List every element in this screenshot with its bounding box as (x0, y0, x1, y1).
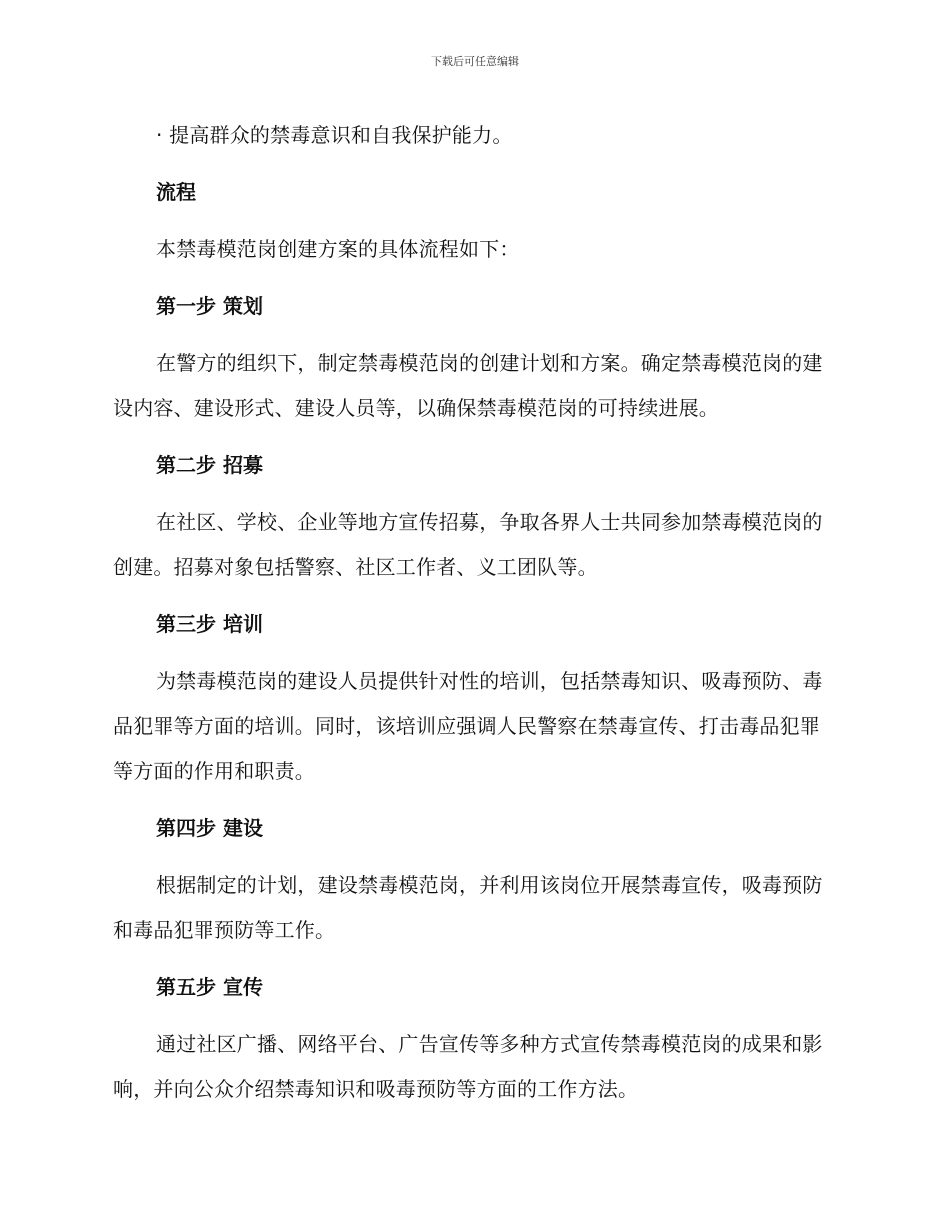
step-3-text: 为禁毒模范岗的建设人员提供针对性的培训，包括禁毒知识、吸毒预防、毒品犯罪等方面的培训。同时，该培训应强调人民警察在禁毒宣传、打击毒品犯罪等方面的作用和职责。 (113, 669, 823, 783)
step-5-text: 通过社区广播、网络平台、广告宣传等多种方式宣传禁毒模范岗的成果和影响，并向公众介绍禁毒知识和吸毒预防等方面的工作方法。 (113, 1032, 823, 1101)
step-1-text: 在警方的组织下，制定禁毒模范岗的创建计划和方案。确定禁毒模范岗的建设内容、建设形式、建设人员等，以确保禁毒模范岗的可持续进展。 (113, 351, 823, 420)
bullet-line: · 提高群众的禁毒意识和自我保护能力。 (156, 123, 513, 147)
step-4-text: 根据制定的计划，建设禁毒模范岗，并利用该岗位开展禁毒宣传，吸毒预防和毒品犯罪预防等工作。 (113, 873, 823, 942)
step-3-title: 第三步 培训 (156, 612, 263, 636)
intro-paragraph: 本禁毒模范岗创建方案的具体流程如下： (156, 237, 520, 261)
step-5-title: 第五步 宣传 (156, 975, 263, 999)
section-title: 流程 (156, 180, 196, 204)
step-2-text: 在社区、学校、企业等地方宣传招募，争取各界人士共同参加禁毒模范岗的创建。招募对象包括警察、社区工作者、义工团队等。 (113, 510, 823, 579)
step-2-title: 第二步 招募 (156, 453, 263, 477)
document-body (113, 113, 838, 1112)
step-1-title: 第一步 策划 (156, 294, 263, 318)
header-note: 下载后可任意编辑 (431, 55, 519, 68)
step-4-title: 第四步 建设 (156, 816, 263, 840)
